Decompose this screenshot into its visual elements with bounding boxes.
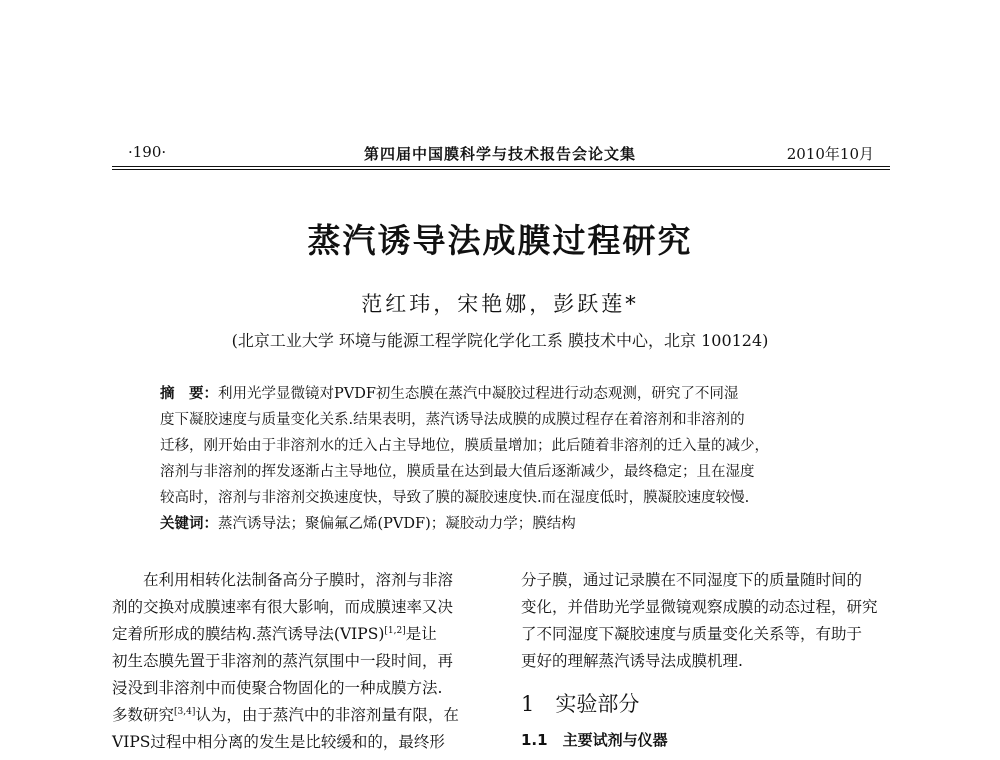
- keywords-text: 蒸汽诱导法；聚偏氟乙烯(PVDF)；凝胶动力学；膜结构: [218, 516, 576, 532]
- paper-title: 蒸汽诱导法成膜过程研究: [307, 221, 693, 260]
- subsection-heading: [521, 729, 668, 750]
- abstract-label: 摘 要：: [160, 386, 218, 402]
- section-number: 1: [521, 692, 535, 716]
- body-left-line: 在利用相转化法制备高分子膜时，溶剂与非溶: [112, 571, 454, 589]
- subsection-title: 主要试剂与仪器: [562, 731, 668, 749]
- body-right-line: 了不同湿度下凝胶速度与质量变化关系等，有助于: [521, 625, 863, 643]
- header-rule-top: [112, 166, 890, 167]
- body-right-line: 变化，并借助光学显微镜观察成膜的动态过程，研究: [521, 598, 878, 616]
- body-left-line: VIPS过程中相分离的发生是比较缓和的，最终形: [112, 733, 445, 751]
- body-right-line: 分子膜，通过记录膜在不同湿度下的质量随时间的: [521, 571, 863, 589]
- citation: [3,4]: [174, 706, 196, 717]
- authors: 范红玮，宋艳娜，彭跃莲*: [361, 292, 639, 316]
- body-left-line: [112, 622, 437, 644]
- abstract-line: 溶剂与非溶剂的挥发逐渐占主导地位，膜质量在达到最大值后逐渐减少，最终稳定；且在湿度: [160, 464, 755, 480]
- abstract-line: 度下凝胶速度与质量变化关系.结果表明，蒸汽诱导法成膜的成膜过程存在着溶剂和非溶剂的: [160, 412, 745, 428]
- body-right-line: 更好的理解蒸汽诱导法成膜机理.: [521, 652, 743, 670]
- body-text: 多数研究: [112, 706, 175, 724]
- header-rule-bottom: [112, 169, 890, 170]
- abstract-line: 迁移，刚开始由于非溶剂水的迁入占主导地位，膜质量增加；此后随着非溶剂的迁入量的减少，: [160, 438, 769, 454]
- body-text: 是让: [405, 625, 437, 643]
- section-heading: [521, 688, 639, 718]
- body-text: 认为，由于蒸汽中的非溶剂量有限，在: [195, 706, 459, 724]
- keywords-label: 关键词：: [160, 516, 218, 532]
- subsection-number: 1.1: [521, 731, 548, 749]
- citation: [1,2]: [384, 625, 406, 636]
- body-left-line: 浸没到非溶剂中而使聚合物固化的一种成膜方法.: [112, 679, 443, 697]
- keywords-line: [160, 512, 576, 533]
- abstract-line: 较高时，溶剂与非溶剂交换速度快，导致了膜的凝胶速度快.而在湿度低时，膜凝胶速度较慢.: [160, 490, 750, 506]
- body-left-line: 初生态膜先置于非溶剂的蒸汽氛围中一段时间，再: [112, 652, 454, 670]
- page-number: ·190·: [128, 143, 167, 161]
- abstract-text: 利用光学显微镜对PVDF初生态膜在蒸汽中凝胶过程进行动态观测，研究了不同湿: [218, 386, 739, 402]
- body-text: 定着所形成的膜结构.蒸汽诱导法(VIPS): [112, 625, 385, 643]
- body-left-line: 剂的交换对成膜速率有很大影响，而成膜速率又决: [112, 598, 454, 616]
- affiliation: (北京工业大学 环境与能源工程学院化学化工系 膜技术中心，北京 100124): [231, 331, 769, 350]
- body-left-line: [112, 703, 459, 725]
- running-header-date: 2010年10月: [786, 145, 874, 163]
- section-title: 实验部分: [555, 692, 640, 716]
- abstract-line: [160, 382, 738, 403]
- running-header-journal: 第四届中国膜科学与技术报告会论文集: [363, 145, 636, 163]
